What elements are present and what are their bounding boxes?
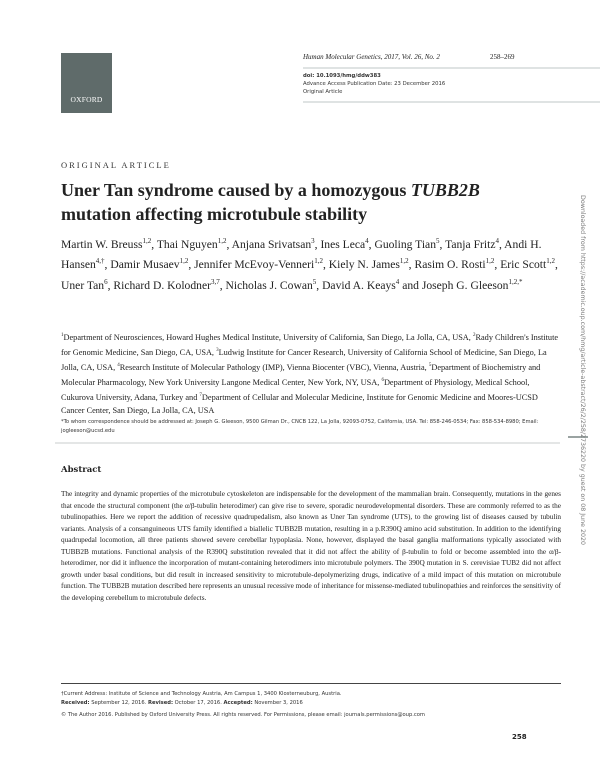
article-kicker: ORIGINAL ARTICLE — [61, 160, 171, 170]
author-separator: , — [104, 258, 111, 272]
author-list — [61, 233, 561, 294]
affiliation-text: Department of Physiology, Medical School, Cukurova University, Adana, Turkey and — [61, 377, 530, 403]
author-separator: , — [151, 237, 157, 251]
author-affiliation-marker: 4 — [365, 237, 369, 245]
article-type: Original Article — [303, 89, 343, 95]
author-separator: , — [219, 278, 226, 292]
advance-access-date: Advance Access Publication Date: 23 December 2016 — [303, 81, 446, 87]
author-affiliation-marker: 1,2 — [485, 257, 495, 266]
author-separator: , — [408, 258, 415, 272]
affiliation-text: Rady Children's Institute for Genomic Medicine, San Diego, CA, USA, — [61, 332, 559, 357]
author-name: Nicholas J. Cowan — [225, 278, 313, 292]
author-affiliation-marker: 3 — [311, 237, 315, 245]
author-separator: , — [555, 258, 558, 272]
journal-citation: Human Molecular Genetics, 2017, Vol. 26, No. 2 — [303, 53, 440, 61]
author-name: Anjana Srivatsan — [231, 237, 312, 251]
author-affiliation-marker: 5 — [436, 237, 440, 245]
author-name: Andi H. Hansen — [61, 237, 542, 272]
author-separator: , — [439, 237, 446, 251]
affiliation-text: Department of Cellular and Molecular Medicine, Institute for Genomic Medicine and Moores-UCSD Cancer Center, San Diego, La Jolla, CA, USA — [61, 393, 538, 416]
author-affiliation-marker: 6 — [104, 277, 108, 286]
author-separator: , — [368, 237, 375, 251]
author-name: Rasim O. Rosti — [414, 258, 486, 272]
author-name: Richard D. Kolodner — [113, 278, 211, 292]
author-affiliation-marker: 1,2 — [217, 237, 227, 245]
footnote-rule — [61, 683, 561, 684]
page-number: 258 — [512, 733, 527, 741]
header-rule-bottom — [303, 101, 600, 103]
author-name: Tanja Fritz — [445, 237, 496, 251]
author-name: Guoling Tian — [374, 237, 436, 251]
affiliation-text: Department of Biochemistry and Molecular Pharmacology, New York University Langone Medical Center, New York, NY, USA, — [61, 362, 541, 387]
title-gene: TUBB2B — [410, 180, 480, 200]
article-title — [61, 178, 541, 226]
author-name: Eric Scott — [500, 258, 547, 272]
affiliation-number: 7 — [199, 393, 202, 399]
author-affiliation-marker: 1,2,* — [508, 277, 523, 286]
author-separator: , — [226, 237, 232, 251]
author-name: Kiely N. James — [328, 258, 400, 272]
affiliation-text: Department of Neurosciences, Howard Hughes Medical Institute, University of California, San Diego, La Jolla, CA, USA, — [63, 332, 473, 342]
affiliation-number: 4 — [117, 363, 120, 369]
author-name: Uner Tan — [61, 278, 105, 292]
copyright-note: © The Author 2016. Published by Oxford University Press. All rights reserved. For Permissions, please email: journals.permissions@oup.com — [61, 712, 425, 718]
affiliation-number: 6 — [381, 378, 384, 384]
accepted-date: November 3, 2016 — [252, 700, 303, 706]
author-separator: , — [494, 258, 501, 272]
author-affiliation-marker: 1,2 — [546, 257, 555, 266]
author-name: Ines Leca — [320, 237, 366, 251]
revised-label: Revised: — [147, 700, 174, 706]
author-name: Jennifer McEvoy-Venneri — [194, 258, 315, 272]
affiliation-text: Research Institute of Molecular Pathology (IMP), Vienna Biocenter (VBC), Vienna, Austria, — [119, 362, 429, 372]
author-affiliation-marker: 4,† — [95, 257, 105, 266]
history-dates — [61, 699, 561, 708]
affiliation-number: 3 — [216, 348, 219, 354]
author-affiliation-marker: 1,2 — [142, 237, 152, 245]
header-rule — [303, 67, 600, 69]
affiliation-number: 5 — [428, 363, 432, 369]
author-name: Damir Musaev — [110, 258, 180, 272]
author-separator: , — [316, 278, 323, 292]
author-affiliation-marker: 4 — [395, 277, 400, 286]
revised-date: October 17, 2016. — [173, 700, 224, 706]
author-separator: , — [188, 258, 195, 272]
affiliation-number: 2 — [472, 333, 476, 338]
author-separator: , — [314, 237, 321, 251]
footnotes — [61, 690, 561, 720]
abstract-heading: Abstract — [61, 465, 102, 475]
author-affiliation-marker: 1,2 — [179, 257, 189, 266]
author-affiliation-marker: 1,2 — [399, 257, 409, 266]
abstract-body: The integrity and dynamic properties of the microtubule cytoskeleton are indispensable for the development of the mammalian brain. Consequently, mutations in the genes that encode the structural component (the α/β-tubulin heterodimer) can give rise to severe, sporadic neurodevelopmental disorders. These are commonly referred to as the tubulinopathies. Here we report the addition of recessive quadrupedalism, also known as Uner Tan syndrome (UTS), to the growing list of diseases caused by tubulin variants. Analysis of a consanguineous UTS family identified a biallelic TUBB2B mutation, resulting in a p.R390Q amino acid substitution. In addition to the identifying quadrupedal locomotion, all three patients showed severe cerebellar hypoplasia. None, however, displayed the basal ganglia malformations typically associated with TUBB2B mutations. Functional analysis of the R390Q substitution revealed that it did not affect the ability of β-tubulin to fold or become assembled into the α/β-heterodimer, nor did it influence the incorporation of mutant-containing heterodimers into microtubule polymers. The 390Q mutation in S. cerevisiae TUB2 did not affect growth under basal conditions, but did result in increased sensitivity to microtubule-depolymerizing drugs, indicative of a mild impact of this mutation on microtubule function. The TUBB2B mutation described here represents an unusual recessive mode of inheritance for missense-mediated tubulinopathies and reinforces the sensitivity of the developing cerebellum to microtubule defects. — [61, 490, 561, 602]
author-name: Joseph G. Gleeson — [421, 278, 509, 292]
affiliations — [61, 329, 561, 418]
author-affiliation-marker: 5 — [312, 277, 317, 286]
received-label: Received: — [61, 700, 90, 706]
page-range: 258–269 — [490, 53, 515, 61]
author-name: Martin W. Breuss — [61, 237, 143, 251]
author-affiliation-marker: 3,7 — [210, 277, 220, 286]
author-name: Thai Nguyen — [156, 237, 218, 251]
article-meta — [303, 72, 445, 96]
received-date: September 12, 2016. — [89, 700, 148, 706]
download-watermark: Downloaded from https://academic.oup.com/hmg/article-abstract/26/2/258/2736220 by guest on 08 June 2020 — [579, 195, 586, 545]
author-separator: and — [399, 278, 422, 292]
author-separator: , — [322, 258, 329, 272]
current-address-note: †Current Address: Institute of Science and Technology Austria, Am Campus 1, 3400 Klosterneuburg, Austria. — [61, 691, 342, 697]
title-part: Uner Tan syndrome caused by a homozygous — [61, 180, 411, 200]
author-separator: , — [107, 278, 114, 292]
author-separator: , — [498, 237, 505, 251]
correspondence-note: *To whom correspondence should be addressed at: Joseph G. Gleeson, 9500 Gilman Dr., CNCB 122, La Jolla, 92093-0752, California, USA. Tel: 858-246-0534; Fax: 858-534-8980; Email: jogleeson@ucsd.edu — [61, 419, 539, 434]
author-affiliation-marker: 1,2 — [314, 257, 323, 266]
doi[interactable]: doi: 10.1093/hmg/ddw383 — [303, 73, 381, 79]
author-affiliation-marker: 4 — [495, 237, 499, 245]
affiliation-text: Ludwig Institute for Cancer Research, University of California School of Medicine, San Diego, La Jolla, CA, USA, — [61, 347, 547, 372]
title-part: mutation affecting microtubule stability — [61, 204, 368, 224]
affiliation-number: 1 — [61, 333, 64, 338]
abstract-rule — [55, 442, 560, 444]
oxford-logo: OXFORD — [61, 53, 112, 113]
author-name: David A. Keays — [322, 278, 396, 292]
accepted-label: Accepted: — [223, 700, 253, 706]
